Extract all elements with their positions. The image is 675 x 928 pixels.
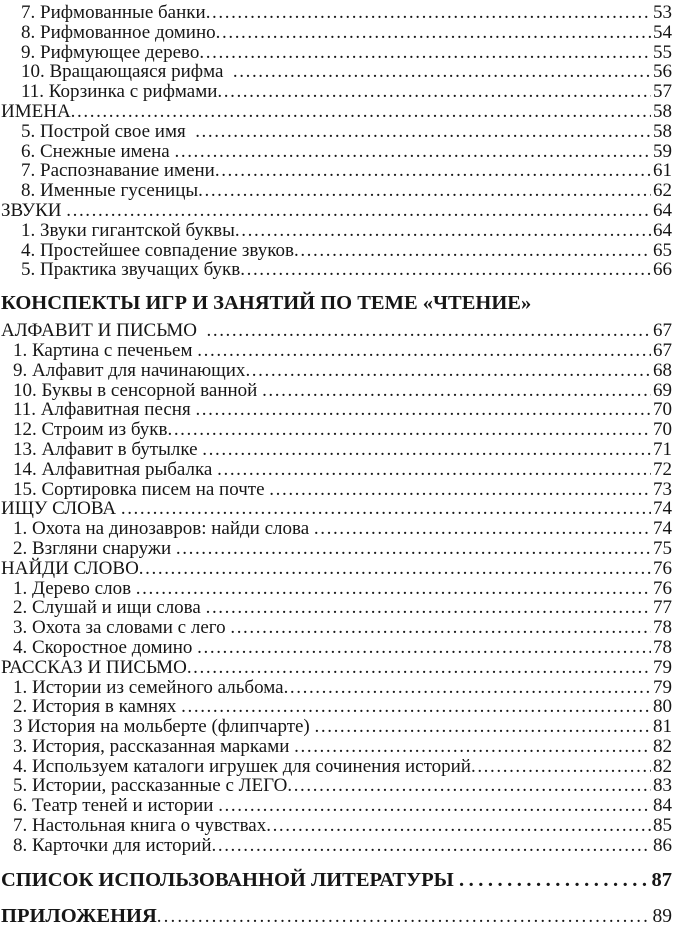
- toc-entry-title: 2. История в камнях: [13, 696, 182, 718]
- toc-entry: [1, 480, 672, 500]
- dot-leader: [215, 161, 651, 181]
- toc-page-number: 54: [653, 21, 672, 43]
- toc-entry: [1, 460, 672, 480]
- toc-entry-title: 10. Вращающаяся рифма: [21, 61, 233, 83]
- toc-entry-title: 8. Рифмованное домино: [21, 21, 216, 43]
- toc-entry-title: 3. Охота за словами с лего: [13, 617, 231, 639]
- dot-leader: [187, 658, 651, 678]
- toc-section-heading: [1, 292, 672, 314]
- toc-entry: [1, 658, 672, 678]
- toc-entry-title: 11. Корзинка с рифмами: [21, 81, 218, 103]
- dot-leader: [217, 460, 651, 480]
- toc-entry: [1, 82, 672, 102]
- toc-entry-title: 4. Скоростное домино: [13, 636, 198, 658]
- toc-entry: [1, 221, 672, 241]
- toc-page-number: 78: [653, 617, 672, 639]
- dot-leader: [294, 241, 651, 261]
- toc-page-number: 55: [653, 41, 672, 63]
- toc-entry-title: 1. Истории из семейного альбома: [13, 676, 284, 698]
- toc-entry: [1, 241, 672, 261]
- toc-entry-title: 14. Алфавитная рыбалка: [13, 458, 218, 480]
- toc-page-number: 82: [653, 755, 672, 777]
- dot-leader: [235, 221, 651, 241]
- toc-page-number: 80: [653, 696, 672, 718]
- toc-entry: [1, 816, 672, 836]
- toc-entry-title: 6. Снежные имена: [21, 140, 175, 162]
- toc-entry-title: 5. Истории, рассказанные с ЛЕГО: [13, 775, 288, 797]
- toc-entry-title: 4. Используем каталоги игрушек для сочинения историй: [13, 755, 471, 777]
- toc-entry: [1, 638, 672, 658]
- toc-page-number: 70: [653, 399, 672, 421]
- toc-entry: [1, 43, 672, 63]
- toc-entry: [1, 539, 672, 559]
- toc-page-number: 85: [653, 815, 672, 837]
- dot-leader: [266, 816, 651, 836]
- toc-page-number: 61: [653, 160, 672, 182]
- toc-entry: [1, 757, 672, 777]
- toc-page-number: 71: [653, 438, 672, 460]
- toc-entry: [1, 499, 672, 519]
- dot-leader: [471, 757, 651, 777]
- toc-entry-title: 4. Простейшее совпадение звуков: [21, 239, 294, 261]
- toc-entry-title: ПРИЛОЖЕНИЯ: [1, 904, 157, 927]
- toc-entry: [1, 717, 672, 737]
- dot-leader: [230, 618, 651, 638]
- toc-entry-title: 9. Алфавит для начинающих: [13, 359, 246, 381]
- toc-entry: [1, 142, 672, 162]
- dot-leader: [198, 181, 651, 201]
- dot-leader: [66, 201, 651, 221]
- toc-entry-title: РАССКАЗ И ПИСЬМО: [1, 656, 187, 678]
- toc-page-number: 81: [653, 716, 672, 738]
- dot-leader: [175, 142, 652, 162]
- toc-entry-title: ИЩУ СЛОВА: [1, 498, 121, 520]
- toc-entry: [1, 201, 672, 221]
- toc-entry: [1, 796, 672, 816]
- toc-page-number: 86: [653, 834, 672, 856]
- toc-entry: [1, 559, 672, 579]
- dot-leader: [199, 43, 651, 63]
- toc-entry-title: 1. Звуки гигантской буквы: [21, 219, 235, 241]
- toc-entry: [1, 361, 672, 381]
- toc-page-number: 53: [653, 2, 672, 23]
- toc-entry-title: 3 История на мольберте (флипчарте): [13, 716, 315, 738]
- toc-page-number: 67: [653, 320, 672, 342]
- toc-page-number: 82: [653, 735, 672, 757]
- toc-page-number: 77: [653, 597, 672, 619]
- toc-entry-title: 10. Буквы в сенсорной ванной: [13, 379, 263, 401]
- toc-entry-title: 7. Настольная книга о чувствах: [13, 815, 267, 837]
- toc-page-number: 73: [653, 478, 672, 500]
- toc-entry: [1, 519, 672, 539]
- toc-entry-title: СПИСОК ИСПОЛЬЗОВАННОЙ ЛИТЕРАТУРЫ: [1, 868, 459, 891]
- toc-entry: [1, 181, 672, 201]
- toc-entry: [1, 618, 672, 638]
- dot-leader: [197, 341, 651, 361]
- toc-entry: [1, 776, 672, 796]
- dot-leader: [202, 440, 651, 460]
- toc-page-number: 72: [653, 458, 672, 480]
- toc-entry-title: 12. Строим из букв: [13, 419, 168, 441]
- dot-leader: [176, 539, 651, 559]
- toc-entry: [1, 102, 672, 122]
- toc-entry-title: 9. Рифмующее дерево: [21, 41, 200, 63]
- dot-leader: [217, 82, 651, 102]
- toc-entry: [1, 579, 672, 599]
- toc-entry-title: 5. Практика звучащих букв: [21, 259, 241, 281]
- toc-entry-title: 6. Театр теней и истории: [13, 795, 219, 817]
- toc-entry: [1, 122, 672, 142]
- dot-leader: [216, 23, 651, 43]
- toc-entry: [1, 23, 672, 43]
- toc-entry: [1, 678, 672, 698]
- toc-page-number: 64: [653, 219, 672, 241]
- toc-entry-title: 13. Алфавит в бутылке: [13, 438, 203, 460]
- toc-entry: [1, 260, 672, 280]
- toc-entry-title: НАЙДИ СЛОВО: [1, 557, 139, 579]
- toc-entry-title: 7. Рифмованные банки: [21, 2, 206, 23]
- toc-entry-title: ИМЕНА: [1, 100, 71, 122]
- toc-entry-title: 5. Построй свое имя: [21, 120, 196, 142]
- toc-entry: [1, 737, 672, 757]
- toc-entry-title: 1. Дерево слов: [13, 577, 136, 599]
- toc-page-number: 79: [653, 676, 672, 698]
- toc-entry-title: 3. История, рассказанная марками: [13, 735, 295, 757]
- toc-page-number: 75: [653, 537, 672, 559]
- dot-leader: [212, 836, 652, 856]
- dot-leader: [284, 678, 651, 698]
- toc-page-number: 84: [653, 795, 672, 817]
- toc-page-number: 89: [652, 905, 672, 927]
- dot-leader: [167, 420, 651, 440]
- toc-entry: [1, 440, 672, 460]
- dot-leader: [157, 906, 651, 928]
- toc-entry-title: КОНСПЕКТЫ ИГР И ЗАНЯТИЙ ПО ТЕМЕ «ЧТЕНИЕ»: [1, 292, 532, 315]
- dot-leader: [195, 400, 651, 420]
- toc-page-number: 58: [653, 100, 672, 122]
- dot-leader: [207, 321, 652, 341]
- toc-entry: [1, 420, 672, 440]
- toc-entry: [1, 381, 672, 401]
- dot-leader: [197, 638, 651, 658]
- dot-leader: [195, 122, 651, 142]
- toc-page-number: 62: [653, 180, 672, 202]
- toc-entry-title: 8. Именные гусеницы: [21, 180, 199, 202]
- toc-page-number: 67: [653, 339, 672, 361]
- toc-entry-title: 2. Слушай и ищи слова: [13, 597, 206, 619]
- dot-leader: [240, 260, 651, 280]
- toc-entry: [1, 161, 672, 181]
- toc-entry: [1, 697, 672, 717]
- toc-page-number: 74: [653, 518, 672, 540]
- dot-leader: [136, 579, 651, 599]
- toc-page-number: 69: [653, 379, 672, 401]
- dot-leader: [181, 697, 651, 717]
- dot-leader: [315, 717, 651, 737]
- toc-entry: [1, 3, 672, 23]
- toc-entry: [1, 905, 672, 928]
- toc-entry: [1, 598, 672, 618]
- dot-leader: [206, 598, 651, 618]
- toc-page-number: 76: [653, 577, 672, 599]
- dot-leader: [459, 869, 650, 891]
- toc-page-number: 83: [653, 775, 672, 797]
- dot-leader: [294, 737, 651, 757]
- toc-page-number: 57: [653, 81, 672, 103]
- dot-leader: [262, 381, 651, 401]
- toc-page-number: 66: [653, 259, 672, 281]
- dot-leader: [269, 480, 651, 500]
- toc-page-number: 74: [653, 498, 672, 520]
- dot-leader: [314, 519, 651, 539]
- toc-entry-title: 1. Картина с печеньем: [13, 339, 198, 361]
- dot-leader: [121, 499, 651, 519]
- toc-entry-title: 1. Охота на динозавров: найди слова: [13, 518, 314, 540]
- dot-leader: [139, 559, 651, 579]
- toc-page-number: 56: [653, 61, 672, 83]
- toc-page-number: 79: [653, 656, 672, 678]
- toc-entry-title: 11. Алфавитная песня: [13, 399, 196, 421]
- dot-leader: [287, 776, 651, 796]
- toc-page-number: 68: [653, 359, 672, 381]
- toc-entry-title: ЗВУКИ: [1, 199, 67, 221]
- toc-entry-title: 15. Сортировка писем на почте: [13, 478, 270, 500]
- dot-leader: [218, 796, 651, 816]
- toc-page-number: 59: [653, 140, 672, 162]
- dot-leader: [233, 62, 651, 82]
- toc-entry-title: 8. Карточки для историй: [13, 834, 212, 856]
- toc-entry: [1, 836, 672, 856]
- toc-entry: [1, 400, 672, 420]
- toc-entry: [1, 321, 672, 341]
- toc-page-number: 58: [653, 120, 672, 142]
- toc-page-number: 70: [653, 419, 672, 441]
- toc-page-number: 87: [651, 868, 672, 891]
- toc-entry-title: 2. Взгляни снаружи: [13, 537, 176, 559]
- toc-entry: [1, 62, 672, 82]
- toc-entry: [1, 341, 672, 361]
- dot-leader: [71, 102, 651, 122]
- toc-page-number: 76: [653, 557, 672, 579]
- toc-entry-title: АЛФАВИТ И ПИСЬМО: [1, 320, 207, 342]
- toc-entry: [1, 869, 672, 891]
- toc-entry-title: 7. Распознавание имени: [21, 160, 215, 182]
- toc-page-number: 65: [653, 239, 672, 261]
- toc-page-number: 78: [653, 636, 672, 658]
- dot-leader: [206, 3, 651, 23]
- toc-page-number: 64: [653, 199, 672, 221]
- dot-leader: [245, 361, 651, 381]
